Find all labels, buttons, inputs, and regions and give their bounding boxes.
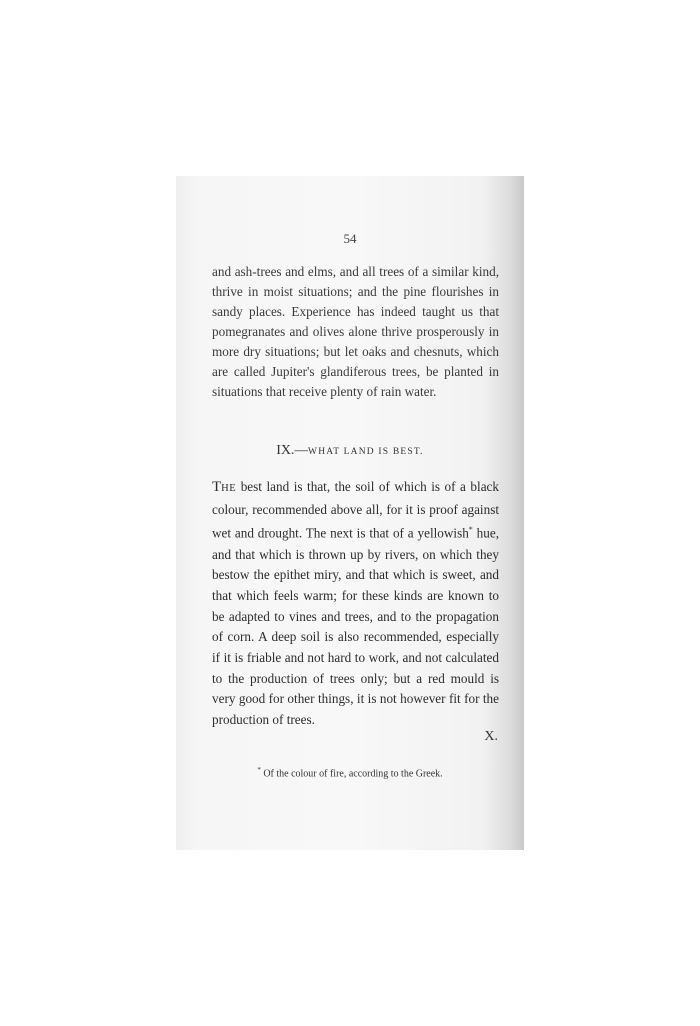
footnote-text: Of the colour of fire, according to the Greek. [260, 768, 443, 780]
section-dash: — [294, 442, 309, 457]
paragraph-continuation: and ash-trees and elms, and all trees of a similar kind, thrive in moist situations; and the pine flourishes in sandy places. Experience has indeed taught us that pomegranates and olives alone thrive prosperously in more dry situations; but let oaks and chesnuts, which are called Jupiter's glandiferous trees, be planted in situations that receive plenty of rain water. [212, 264, 499, 399]
paragraph-text-b: hue, and that which is thrown up by rivers, on which they bestow the epithet miry, and that which is sweet, and that which feels warm; for these kinds are known to be adapted to vines and trees, and to the propagation of corn. A deep soil is also recommended, especially if it is friable and not hard to work, and not calculated to the production of trees only; but a red mould is very good for other things, it is not however fit for the production of trees. [212, 525, 499, 728]
footnote [176, 766, 524, 779]
catchword: X. [484, 729, 498, 744]
section-numeral: IX. [276, 443, 295, 458]
footnote-reference: * [468, 525, 473, 535]
footnote-mark: * [257, 766, 261, 774]
section-title: WHAT LAND IS BEST. [308, 447, 424, 457]
book-page [176, 176, 524, 850]
section-heading [176, 442, 524, 459]
drop-cap: T [212, 479, 222, 495]
paragraph-best-land [212, 477, 499, 731]
page-number: 54 [343, 231, 357, 246]
small-caps: HE [221, 483, 237, 494]
paragraph-text-a: best land is that, the soil of which is of a black colour, recommended above all, for it is proof against wet and drought. The next is that of a yellowish [212, 479, 499, 541]
